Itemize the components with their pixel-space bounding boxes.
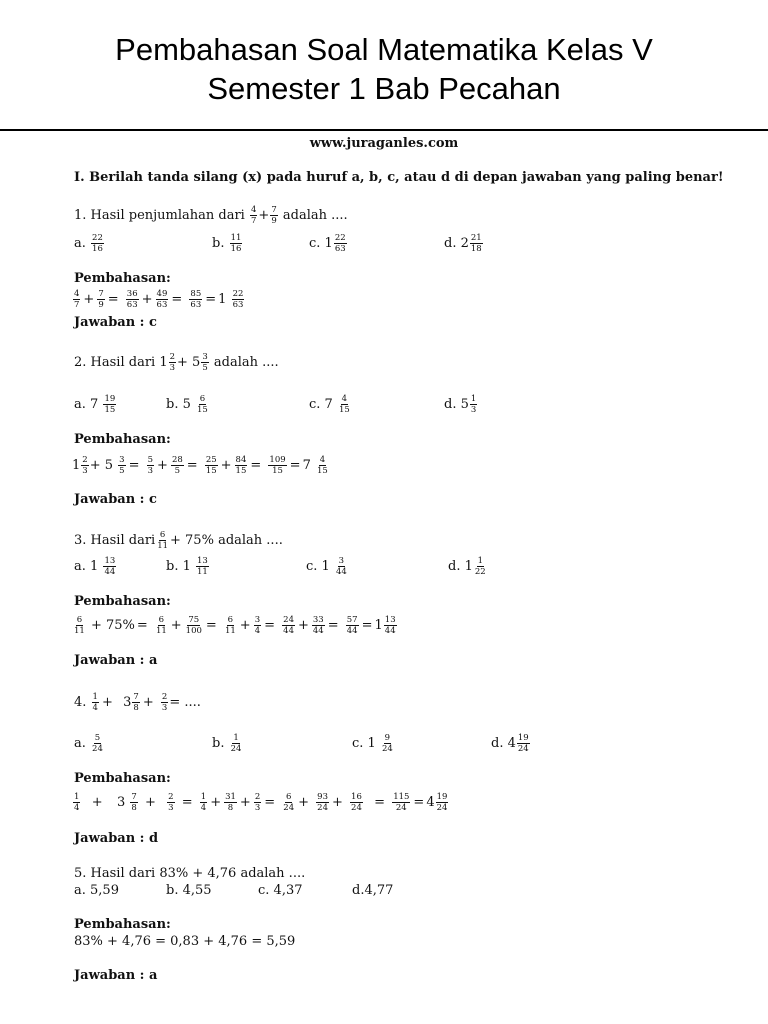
fraction: $\frac{1}{4}$	[200, 792, 207, 813]
fraction: $\frac{93}{24}$	[317, 792, 328, 813]
fraction: $\frac{2}{3}$	[254, 792, 261, 813]
q4-solution: $\frac{1}{4}$ + 3 $\frac{7}{8}$ + $\frac{2}{3}$ = $\frac{1}{4}$ + $\frac{31}{8}$ + $\frac{2}{3}$ = $\frac{6}{24}$ + $\frac{93}{24}$ + $\frac{16}{24}$ = $\frac{115}{24}$ = 4 $\frac{19}{24}$	[74, 792, 448, 813]
fraction: $\frac{13}{11}$	[197, 556, 208, 577]
q4-pembahasan-label: Pembahasan:	[74, 771, 171, 786]
fraction: $\frac{33}{44}$	[312, 615, 324, 636]
q5-option-d: d.4,77	[352, 883, 394, 898]
fraction: $\frac{3}{5}$	[202, 352, 208, 373]
q4-answer: Jawaban : d	[74, 831, 159, 846]
question-3: 3. Hasil dari $\frac{6}{11}$ + 75% adalah ....	[74, 530, 283, 551]
fraction: $\frac{7}{9}$	[98, 289, 104, 310]
fraction: $\frac{24}{44}$	[283, 615, 294, 636]
fraction: $\frac{22}{16}$	[92, 233, 103, 254]
fraction: $\frac{4}{15}$	[316, 455, 328, 476]
q4-option-a: a. $\frac{5}{24}$	[74, 733, 103, 754]
fraction: $\frac{19}{24}$	[517, 733, 529, 754]
question-1: 1. Hasil penjumlahan dari $\frac{4}{7}$ + $\frac{7}{9}$ adalah ....	[74, 205, 348, 226]
q5-pembahasan-label: Pembahasan:	[74, 917, 171, 932]
q3-option-b: b. 1 $\frac{13}{11}$	[166, 556, 208, 577]
document-title-line-2: Semester 1 Bab Pecahan	[207, 71, 561, 106]
q1-pembahasan-label: Pembahasan:	[74, 271, 171, 286]
fraction: $\frac{3}{5}$	[119, 455, 125, 476]
q3-solution: $\frac{6}{11}$ + 75% = $\frac{6}{11}$ + $\frac{75}{100}$ = $\frac{6}{11}$ + $\frac{3}{4}$ = $\frac{24}{44}$ + $\frac{33}{44}$ = $\frac{57}{44}$ = 1 $\frac{13}{44}$	[74, 615, 396, 636]
fraction: $\frac{22}{63}$	[334, 233, 346, 254]
fraction: $\frac{7}{8}$	[131, 792, 137, 813]
fraction: $\frac{109}{15}$	[269, 455, 286, 476]
fraction: $\frac{16}{24}$	[351, 792, 362, 813]
q1-answer: Jawaban : c	[74, 315, 157, 330]
fraction: $\frac{2}{3}$	[168, 792, 174, 813]
fraction: $\frac{25}{15}$	[205, 455, 217, 476]
q3-answer: Jawaban : a	[74, 653, 158, 668]
q1-option-d: d. 2 $\frac{21}{18}$	[444, 233, 482, 254]
question-5: 5. Hasil dari 83% + 4,76 adalah ....	[74, 866, 306, 881]
fraction: $\frac{49}{63}$	[156, 289, 168, 310]
fraction: $\frac{85}{63}$	[190, 289, 202, 310]
fraction: $\frac{4}{15}$	[338, 394, 350, 415]
q4-option-d: d. 4 $\frac{19}{24}$	[491, 733, 529, 754]
fraction: $\frac{2}{3}$	[82, 455, 88, 476]
q5-option-a: a. 5,59	[74, 883, 119, 898]
q4-option-c: c. 1 $\frac{9}{24}$	[352, 733, 393, 754]
fraction: $\frac{13}{44}$	[384, 615, 396, 636]
fraction: $\frac{5}{24}$	[92, 733, 103, 754]
fraction: $\frac{6}{11}$	[224, 615, 236, 636]
q2-pembahasan-label: Pembahasan:	[74, 432, 171, 447]
q1-option-c: c. 1 $\frac{22}{63}$	[309, 233, 346, 254]
fraction: $\frac{3}{44}$	[335, 556, 347, 577]
q2-solution: 1 $\frac{2}{3}$ + 5 $\frac{3}{5}$ = $\frac{5}{3}$ + $\frac{28}{5}$ = $\frac{25}{15}$ + $\frac{84}{15}$ = $\frac{109}{15}$ = 7 $\frac{4}{15}$	[72, 455, 328, 476]
fraction: $\frac{1}{24}$	[230, 733, 242, 754]
fraction: $\frac{75}{100}$	[185, 615, 202, 636]
fraction: $\frac{21}{18}$	[470, 233, 482, 254]
website-url: www.juraganles.com	[309, 136, 459, 151]
fraction: $\frac{7}{8}$	[133, 692, 139, 713]
fraction: $\frac{6}{11}$	[157, 530, 169, 551]
q2-option-b: b. 5 $\frac{6}{15}$	[166, 394, 208, 415]
fraction: $\frac{1}{4}$	[92, 692, 98, 713]
fraction: $\frac{13}{44}$	[104, 556, 116, 577]
fraction: $\frac{2}{3}$	[161, 692, 168, 713]
fraction: $\frac{22}{63}$	[232, 289, 244, 310]
fraction: $\frac{9}{24}$	[381, 733, 393, 754]
q3-pembahasan-label: Pembahasan:	[74, 594, 171, 609]
fraction: $\frac{1}{22}$	[474, 556, 486, 577]
q2-option-a: a. 7 $\frac{19}{15}$	[74, 394, 116, 415]
fraction: $\frac{1}{4}$	[74, 792, 80, 813]
q2-option-d: d. 5 $\frac{1}{3}$	[444, 394, 477, 415]
q1-option-a: a. $\frac{22}{16}$	[74, 233, 103, 254]
fraction: $\frac{84}{15}$	[235, 455, 247, 476]
fraction: $\frac{6}{11}$	[155, 615, 167, 636]
q4-option-b: b. $\frac{1}{24}$	[212, 733, 242, 754]
fraction: $\frac{19}{24}$	[436, 792, 448, 813]
fraction: $\frac{5}{3}$	[147, 455, 154, 476]
q5-answer: Jawaban : a	[74, 968, 158, 983]
document-title-line-1: Pembahasan Soal Matematika Kelas V	[115, 32, 653, 67]
fraction: $\frac{6}{11}$	[74, 615, 85, 636]
fraction: $\frac{36}{63}$	[126, 289, 138, 310]
fraction: $\frac{6}{15}$	[197, 394, 208, 415]
title-divider	[0, 129, 768, 131]
q3-option-c: c. 1 $\frac{3}{44}$	[306, 556, 347, 577]
fraction: $\frac{4}{7}$	[250, 205, 257, 226]
fraction: $\frac{11}{16}$	[230, 233, 242, 254]
instruction-text: I. Berilah tanda silang (x) pada huruf a, b, c, atau d di depan jawaban yang paling benar!	[74, 170, 724, 185]
fraction: $\frac{6}{24}$	[283, 792, 295, 813]
fraction: $\frac{1}{3}$	[470, 394, 477, 415]
fraction: $\frac{19}{15}$	[104, 394, 116, 415]
fraction: $\frac{4}{7}$	[74, 289, 80, 310]
q1-solution: $\frac{4}{7}$ + $\frac{7}{9}$ = $\frac{36}{63}$ + $\frac{49}{63}$ = $\frac{85}{63}$ = 1 $\frac{22}{63}$	[74, 289, 244, 310]
q3-option-a: a. 1 $\frac{13}{44}$	[74, 556, 116, 577]
q5-solution: 83% + 4,76 = 0,83 + 4,76 = 5,59	[74, 934, 296, 949]
q3-option-d: d. 1 $\frac{1}{22}$	[448, 556, 486, 577]
q2-answer: Jawaban : c	[74, 492, 157, 507]
fraction: $\frac{57}{44}$	[346, 615, 358, 636]
question-2: 2. Hasil dari 1 $\frac{2}{3}$ + 5 $\frac{3}{5}$ adalah ....	[74, 352, 279, 373]
fraction: $\frac{115}{24}$	[393, 792, 410, 813]
fraction: $\frac{7}{9}$	[271, 205, 277, 226]
question-4: 4. $\frac{1}{4}$ + 3 $\frac{7}{8}$ + $\frac{2}{3}$ = ....	[74, 692, 201, 713]
fraction: $\frac{2}{3}$	[169, 352, 176, 373]
q2-option-c: c. 7 $\frac{4}{15}$	[309, 394, 350, 415]
fraction: $\frac{31}{8}$	[225, 792, 236, 813]
fraction: $\frac{3}{4}$	[254, 615, 261, 636]
q5-option-b: b. 4,55	[166, 883, 212, 898]
q5-option-c: c. 4,37	[258, 883, 303, 898]
fraction: $\frac{28}{5}$	[171, 455, 183, 476]
q1-option-b: b. $\frac{11}{16}$	[212, 233, 242, 254]
